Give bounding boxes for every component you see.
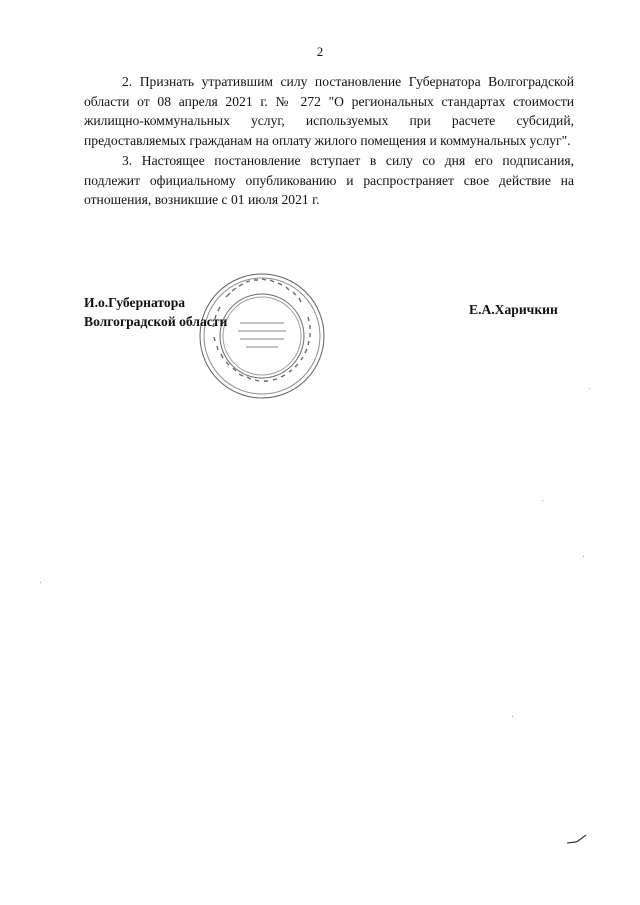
signature-title-line2: Волгоградской области: [84, 314, 228, 329]
page-number: 2: [316, 44, 324, 59]
paragraph-3: 3. Настоящее постановление вступает в силу со дня его подписания, подлежит официальному опубликованию и распространяет свое действие на отношения, возникшие с 01 июля 2021 г.: [84, 153, 574, 207]
scan-speck: [589, 388, 590, 389]
signature-title: [84, 293, 227, 331]
scan-speck: [583, 556, 584, 557]
scan-speck: [542, 500, 543, 501]
scan-speck: [40, 582, 41, 583]
handwritten-initials-mark: [566, 832, 588, 846]
official-seal-stamp: [196, 271, 328, 401]
document-body: [84, 72, 574, 210]
signature-title-line1: И.о.Губернатора: [84, 295, 186, 310]
paragraph-2: 2. Признать утратившим силу постановление Губернатора Волгоградской области от 08 апреля 2021 г. № 272 "О региональных стандартах стоимости жилищно-коммунальных услуг, используемых при расчете субсидий, предоставляемых гражданам на оплату жилого помещения и коммунальных услуг".: [84, 74, 574, 148]
scan-speck: [512, 716, 513, 717]
signer-name: Е.А.Харичкин: [469, 302, 558, 317]
